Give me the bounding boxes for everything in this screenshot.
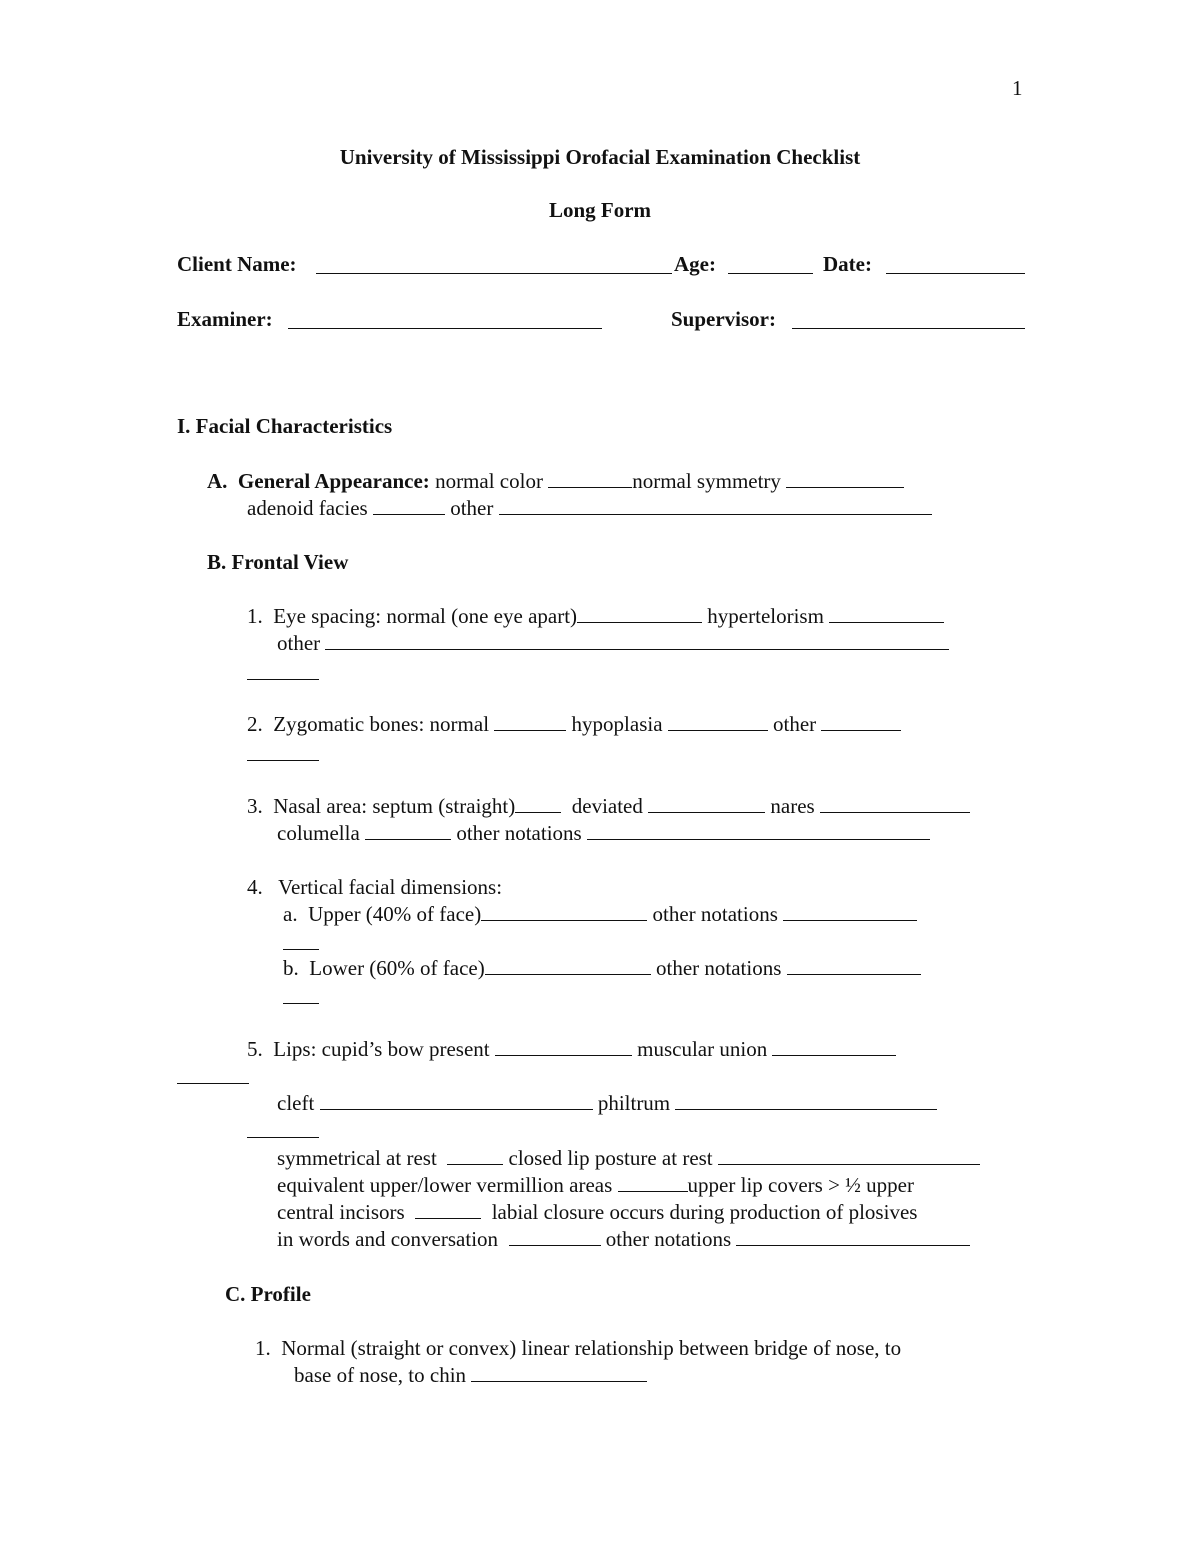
- nares-label: nares: [770, 794, 815, 818]
- zygomatic-other-field-continued[interactable]: [247, 760, 319, 761]
- incisors-line: [277, 1199, 917, 1225]
- item-number: 3.: [247, 794, 263, 818]
- vermillion-field[interactable]: [618, 1174, 688, 1192]
- lips-line: [247, 1036, 896, 1062]
- date-label: Date:: [823, 252, 872, 276]
- general-appearance-line-2: [247, 495, 932, 521]
- zygomatic-other-field[interactable]: [821, 713, 901, 731]
- age-label: Age:: [674, 252, 716, 276]
- zygomatic-other-label: other: [773, 712, 817, 736]
- upper-other-notations-field-continued[interactable]: [283, 949, 319, 950]
- philtrum-field[interactable]: [675, 1092, 937, 1110]
- eye-spacing-label: Eye spacing: normal (one eye apart): [273, 604, 578, 628]
- lips-other-notations-label: other notations: [605, 1227, 732, 1251]
- adenoid-facies-field[interactable]: [373, 497, 445, 515]
- words-conversation-field[interactable]: [509, 1228, 601, 1246]
- eye-spacing-other-field[interactable]: [325, 632, 949, 650]
- cleft-label: cleft: [277, 1091, 315, 1115]
- hypoplasia-label: hypoplasia: [571, 712, 663, 736]
- words-conversation-label: in words and conversation: [277, 1227, 499, 1251]
- upper-face-line: [283, 901, 917, 927]
- examiner-field[interactable]: [288, 328, 602, 329]
- vertical-dimensions-line: [247, 874, 502, 900]
- item-number: 2.: [247, 712, 263, 736]
- deviated-label: deviated: [571, 794, 643, 818]
- profile-heading: C. Profile: [225, 1282, 311, 1306]
- profile-chin-label: base of nose, to chin: [294, 1363, 467, 1387]
- lower-other-notations-field-continued[interactable]: [283, 1003, 319, 1004]
- zygomatic-normal-field[interactable]: [494, 713, 566, 731]
- hypertelorism-field[interactable]: [829, 605, 944, 623]
- upper-face-label: Upper (40% of face): [308, 902, 482, 926]
- symmetrical-field[interactable]: [447, 1147, 503, 1165]
- profile-item-1-line-2: [294, 1362, 647, 1388]
- upper-face-field[interactable]: [481, 903, 647, 921]
- muscular-union-field[interactable]: [772, 1038, 896, 1056]
- profile-item-1-line-1: [255, 1335, 901, 1361]
- upper-lip-covers-label: upper lip covers > ½ upper: [687, 1173, 914, 1197]
- lower-face-line: [283, 955, 921, 981]
- cupids-bow-field[interactable]: [495, 1038, 632, 1056]
- upper-other-notations-label: other notations: [652, 902, 778, 926]
- hypertelorism-label: hypertelorism: [707, 604, 824, 628]
- supervisor-field[interactable]: [792, 328, 1025, 329]
- nasal-other-notations-label: other notations: [456, 821, 582, 845]
- central-incisors-label: central incisors: [277, 1200, 405, 1224]
- eye-spacing-normal-field[interactable]: [577, 605, 702, 623]
- sub-item-letter: b.: [283, 956, 299, 980]
- item-number: 1.: [247, 604, 263, 628]
- section-a-letter: A.: [207, 469, 228, 493]
- vermillion-line: [277, 1172, 914, 1198]
- columella-field[interactable]: [365, 822, 451, 840]
- nasal-area-label: Nasal area: septum (straight): [273, 794, 516, 818]
- normal-symmetry-label: normal symmetry: [632, 469, 781, 493]
- columella-line: [277, 820, 930, 846]
- item-number: 1.: [255, 1336, 271, 1360]
- profile-linear-relationship-label: Normal (straight or convex) linear relationship between bridge of nose, to: [281, 1336, 902, 1360]
- normal-symmetry-field[interactable]: [786, 470, 904, 488]
- cupids-bow-label: Lips: cupid’s bow present: [273, 1037, 490, 1061]
- client-name-field[interactable]: [316, 273, 672, 274]
- symmetrical-label: symmetrical at rest: [277, 1146, 437, 1170]
- zygomatic-label: Zygomatic bones: normal: [273, 712, 490, 736]
- general-other-label: other: [450, 496, 494, 520]
- date-field[interactable]: [886, 273, 1025, 274]
- lower-other-notations-field[interactable]: [787, 957, 921, 975]
- document-subtitle: Long Form: [548, 198, 652, 222]
- eye-spacing-other-field-continued[interactable]: [247, 679, 319, 680]
- general-appearance-heading: General Appearance:: [237, 469, 430, 493]
- sub-item-letter: a.: [283, 902, 298, 926]
- labial-closure-label: labial closure occurs during production of plosives: [491, 1200, 918, 1224]
- philtrum-field-continued[interactable]: [247, 1137, 319, 1138]
- client-name-label: Client Name:: [177, 252, 297, 276]
- central-incisors-field[interactable]: [415, 1201, 481, 1219]
- lower-face-field[interactable]: [485, 957, 651, 975]
- closed-lip-label: closed lip posture at rest: [508, 1146, 713, 1170]
- eye-spacing-other-line: [277, 630, 949, 656]
- upper-other-notations-field[interactable]: [783, 903, 917, 921]
- septum-straight-field[interactable]: [515, 795, 561, 813]
- hypoplasia-field[interactable]: [668, 713, 768, 731]
- cleft-field[interactable]: [320, 1092, 593, 1110]
- lower-face-label: Lower (60% of face): [309, 956, 485, 980]
- deviated-field[interactable]: [648, 795, 765, 813]
- examiner-label: Examiner:: [177, 307, 273, 331]
- lower-other-notations-label: other notations: [656, 956, 782, 980]
- item-number: 4.: [247, 875, 263, 899]
- profile-chin-field[interactable]: [471, 1364, 647, 1382]
- section-heading-facial-characteristics: I. Facial Characteristics: [177, 414, 393, 438]
- page-number: 1: [1012, 76, 1023, 100]
- philtrum-label: philtrum: [597, 1091, 671, 1115]
- closed-lip-field[interactable]: [718, 1147, 980, 1165]
- age-field[interactable]: [728, 273, 813, 274]
- general-appearance-line-1: [207, 468, 904, 494]
- muscular-union-field-continued[interactable]: [177, 1083, 249, 1084]
- general-other-field[interactable]: [499, 497, 932, 515]
- words-conversation-line: [277, 1226, 970, 1252]
- columella-label: columella: [277, 821, 360, 845]
- nares-field[interactable]: [820, 795, 970, 813]
- eye-spacing-line: [247, 603, 944, 629]
- adenoid-facies-label: adenoid facies: [247, 496, 368, 520]
- cleft-philtrum-line: [277, 1090, 937, 1116]
- frontal-view-heading: B. Frontal View: [207, 550, 349, 574]
- nasal-area-line: [247, 793, 970, 819]
- symmetrical-line: [277, 1145, 980, 1171]
- normal-color-field[interactable]: [548, 470, 632, 488]
- supervisor-label: Supervisor:: [671, 307, 776, 331]
- vertical-dimensions-label: Vertical facial dimensions:: [278, 875, 503, 899]
- nasal-other-notations-field[interactable]: [587, 822, 930, 840]
- muscular-union-label: muscular union: [637, 1037, 768, 1061]
- document-title: University of Mississippi Orofacial Examination Checklist: [339, 145, 861, 169]
- eye-spacing-other-label: other: [277, 631, 321, 655]
- zygomatic-line: [247, 711, 901, 737]
- item-number: 5.: [247, 1037, 263, 1061]
- normal-color-label: normal color: [435, 469, 543, 493]
- vermillion-label: equivalent upper/lower vermillion areas: [277, 1173, 613, 1197]
- lips-other-notations-field[interactable]: [736, 1228, 970, 1246]
